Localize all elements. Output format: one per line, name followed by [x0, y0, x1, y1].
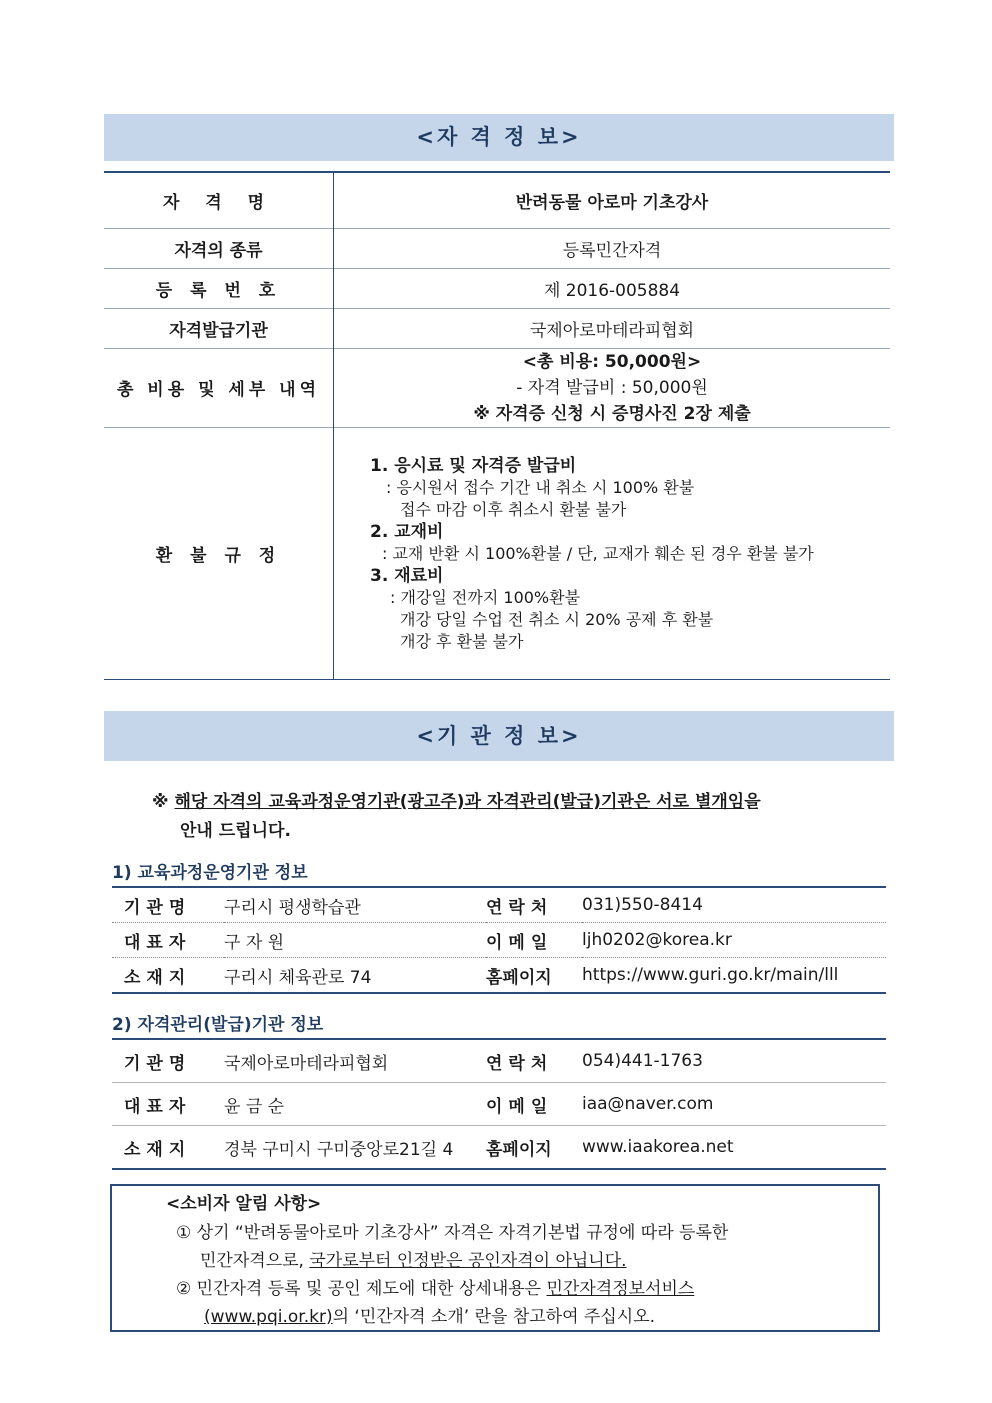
org1-mail-label: 이메일: [486, 923, 582, 958]
org2-mail-label: 이메일: [486, 1083, 582, 1126]
table-row: [104, 228, 890, 268]
org2-mail-value: iaa@naver.com: [582, 1083, 886, 1126]
org1-home-value: https://www.guri.go.kr/main/lll: [582, 958, 886, 994]
refund-heading-1: 1. 응시료 및 자격증 발급비: [370, 456, 577, 476]
issuer-label: 자격발급기관: [104, 308, 334, 348]
org2-table: [112, 1038, 886, 1170]
org1-tel-value: 031)550-8414: [582, 887, 886, 923]
cost-value: [334, 348, 891, 427]
refund-label: 환 불 규 정: [104, 427, 334, 679]
cost-total: <총 비용: 50,000원>: [522, 351, 702, 372]
org1-home-label: 홈페이지: [486, 958, 582, 994]
table-row: [112, 1083, 886, 1126]
org1-addr-value: 구리시 체육관로 74: [224, 958, 486, 994]
consumer-line-3a: ② 민간자격 등록 및 공인 제도에 대한 상세내용은: [176, 1279, 547, 1299]
cost-note: ※ 자격증 신청 시 증명사진 2장 제출: [473, 403, 751, 424]
organization-notice: [152, 788, 872, 846]
organization-info-header: <기 관 정 보>: [104, 711, 894, 761]
refund-heading-3: 3. 재료비: [370, 566, 444, 586]
org1-table: [112, 886, 886, 994]
org2-addr-label: 소재지: [112, 1126, 224, 1170]
type-value: 등록민간자격: [334, 228, 891, 268]
reg-label: 등 록 번 호: [104, 268, 334, 308]
org2-home-value: www.iaakorea.net: [582, 1126, 886, 1170]
qualification-info-header: <자 격 정 보>: [104, 114, 894, 161]
cost-label: 총 비용 및 세부 내역: [104, 348, 334, 427]
org2-rep-value: 윤 금 순: [224, 1083, 486, 1126]
table-row: [112, 958, 886, 994]
table-row: [104, 308, 890, 348]
table-row: [104, 268, 890, 308]
refund-item: 개강 당일 수업 전 취소 시 20% 공제 후 환불: [400, 610, 714, 629]
notice-text-tail: 을: [744, 792, 761, 812]
refund-item: 접수 마감 이후 취소시 환불 불가: [400, 500, 627, 519]
org2-title: 2) 자격관리(발급)기관 정보: [112, 1015, 324, 1035]
org1-rep-value: 구 자 원: [224, 923, 486, 958]
consumer-line-4: [204, 1303, 655, 1332]
org1-mail-value: ljh0202@korea.kr: [582, 923, 886, 958]
type-label: 자격의 종류: [104, 228, 334, 268]
consumer-notice-box: [110, 1184, 880, 1332]
consumer-line-1: ① 상기 “반려동물아로마 기초강사” 자격은 자격기본법 규정에 따라 등록한: [176, 1223, 729, 1243]
refund-item: : 응시원서 접수 기간 내 취소 시 100% 환불: [386, 478, 695, 497]
org1-title: 1) 교육과정운영기관 정보: [112, 863, 308, 883]
refund-policy: [334, 427, 891, 679]
reg-value: 제 2016-005884: [334, 268, 891, 308]
qualification-table: [104, 171, 890, 680]
org2-tel-label: 연락처: [486, 1039, 582, 1083]
consumer-notice-title: <소비자 알림 사항>: [166, 1194, 322, 1214]
cost-detail: - 자격 발급비 : 50,000원: [516, 377, 708, 398]
pqi-link[interactable]: (www.pqi.or.kr): [204, 1307, 333, 1327]
consumer-line-3b: 민간자격정보서비스: [546, 1279, 695, 1299]
consumer-line-3: [176, 1275, 694, 1304]
org2-name-label: 기관명: [112, 1039, 224, 1083]
consumer-line-4b: 의 ‘민간자격 소개’ 란을 참고하여 주십시오.: [332, 1307, 656, 1327]
refund-item: 개강 후 환불 불가: [400, 632, 524, 651]
name-value: 반려동물 아로마 기초강사: [334, 172, 891, 228]
org1-tel-label: 연락처: [486, 887, 582, 923]
notice-text-line2: 안내 드립니다.: [180, 821, 291, 841]
org1-name-label: 기관명: [112, 887, 224, 923]
org2-name-value: 국제아로마테라피협회: [224, 1039, 486, 1083]
org1-name-value: 구리시 평생학습관: [224, 887, 486, 923]
org2-home-label: 홈페이지: [486, 1126, 582, 1170]
table-row: [112, 923, 886, 958]
refund-heading-2: 2. 교재비: [370, 522, 444, 542]
consumer-line-2b: 국가로부터 인정받은 공인자격이 아닙니다.: [309, 1251, 627, 1271]
org1-addr-label: 소재지: [112, 958, 224, 994]
refund-item: : 교재 반환 시 100%환불 / 단, 교재가 훼손 된 경우 환불 불가: [382, 544, 814, 563]
org2-tel-value: 054)441-1763: [582, 1039, 886, 1083]
consumer-line-2: [200, 1247, 627, 1276]
table-row: [104, 427, 890, 679]
consumer-line-2a: 민간자격으로,: [200, 1251, 310, 1271]
table-row: [104, 172, 890, 228]
refund-item: : 개강일 전까지 100%환불: [390, 588, 581, 607]
table-row: [112, 887, 886, 923]
org1-rep-label: 대표자: [112, 923, 224, 958]
org2-rep-label: 대표자: [112, 1083, 224, 1126]
table-row: [112, 1126, 886, 1170]
name-label: 자 격 명: [104, 172, 334, 228]
notice-text: 해당 자격의 교육과정운영기관(광고주)과 자격관리(발급)기관은 서로 별개임: [174, 792, 745, 812]
table-row: [112, 1039, 886, 1083]
table-row: [104, 348, 890, 427]
issuer-value: 국제아로마테라피협회: [334, 308, 891, 348]
org2-addr-value: 경북 구미시 구미중앙로21길 4: [224, 1126, 486, 1170]
notice-mark: ※: [152, 792, 169, 812]
